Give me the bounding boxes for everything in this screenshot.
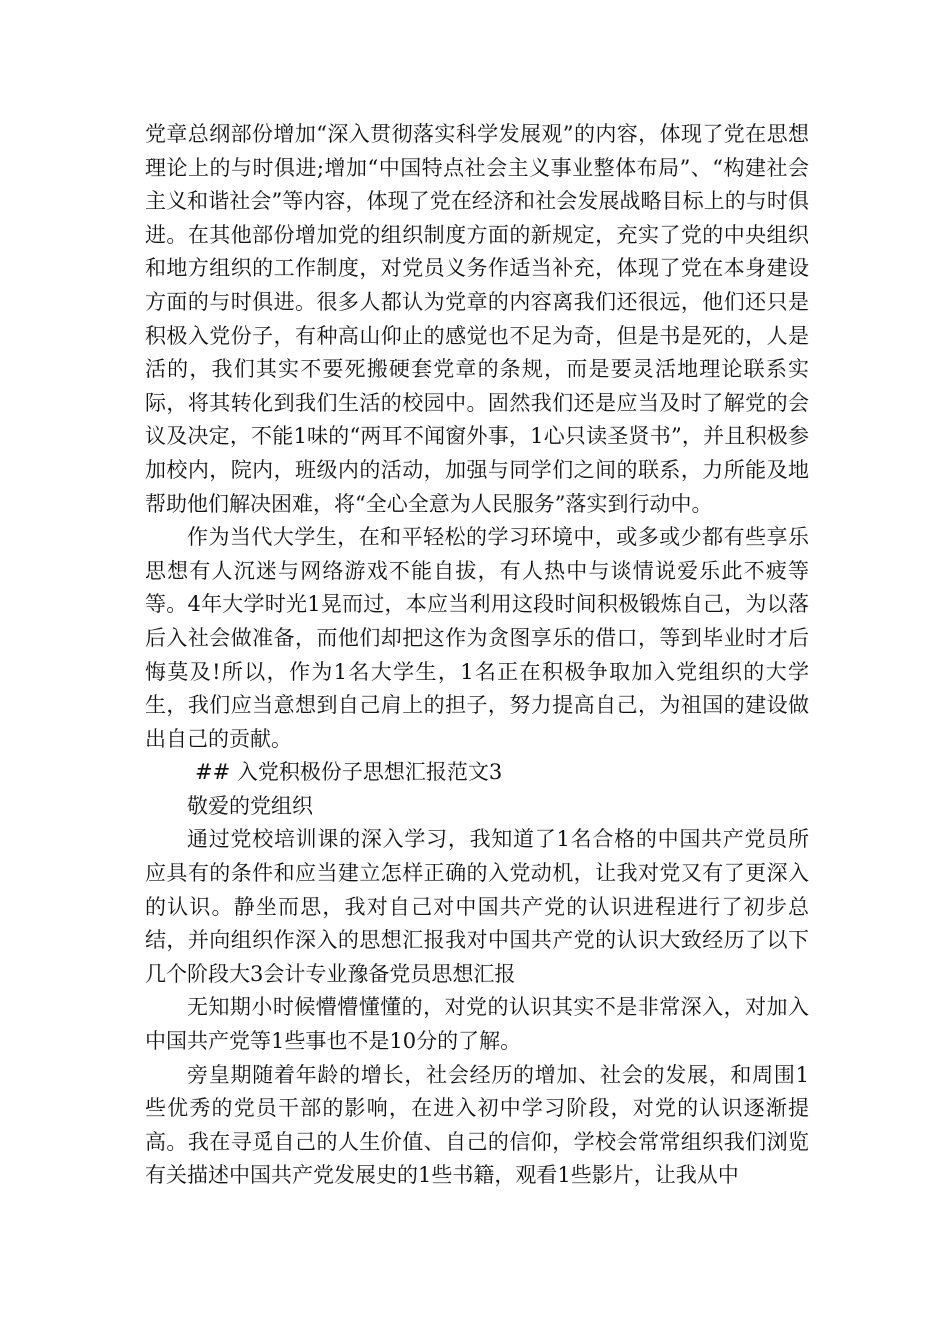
paragraph-party-school-training: 通过党校培训课的深入学习，我知道了1名合格的中国共产党员所应具有的条件和应当建立怎样正确的入党动机，让我对党又有了更深入的认识。静坐而思，我对自己对中国共产党的认识进程进行了初步总结，并向组织作深入的思想汇报我对中国共产党的认识大致经历了以下几个阶段大3会计专业豫备党员思想汇报 xyxy=(145,827,809,986)
paragraph-ignorance-stage: 无知期小时候懵懵懂懂的，对党的认识其实不是非常深入，对加入中国共产党等1些事也不是10分的了解。 xyxy=(145,995,809,1054)
document-page xyxy=(145,118,809,1193)
salutation: 敬爱的党组织 xyxy=(187,793,313,818)
section-heading: ## 入党积极份子思想汇报范文3 xyxy=(195,760,503,785)
paragraph-hesitation-stage: 旁皇期随着年龄的增长，社会经历的增加、社会的发展，和周围1些优秀的党员干部的影响，在进入初中学习阶段，对党的认识逐渐提高。我在寻觅自己的人生价值、自己的信仰，学校会常常组织我们浏览有关描述中国共产党发展史的1些书籍，观看1些影片，让我从中 xyxy=(145,1062,809,1188)
paragraph-college-students: 作为当代大学生，在和平轻松的学习环境中，或多或少都有些享乐思想有人沉迷与网络游戏不能自拔，有人热中与谈情说爱乐此不疲等等。4年大学时光1晃而过，本应当利用这段时间积极锻炼自己，为以落后入社会做准备，而他们却把这作为贪图享乐的借口，等到毕业时才后悔莫及!所以，作为1名大学生，1名正在积极争取加入党组织的大学生，我们应当意想到自己肩上的担子，努力提高自己，为祖国的建设做出自己的贡献。 xyxy=(145,525,809,751)
paragraph-party-constitution: 党章总纲部份增加“深入贯彻落实科学发展观”的内容，体现了党在思想理论上的与时俱进;增加“中国特点社会主义事业整体布局”、“构建社会主义和谐社会”等内容，体现了党在经济和社会发展战略目标上的与时俱进。在其他部份增加党的组织制度方面的新规定，充实了党的中央组织和地方组织的工作制度，对党员义务作适当补充，体现了党在本身建设方面的与时俱进。很多人都认为党章的内容离我们还很远，他们还只是积极入党份子，有种高山仰止的感觉也不足为奇，但是书是死的，人是活的，我们其实不要死搬硬套党章的条规，而是要灵活地理论联系实际，将其转化到我们生活的校园中。固然我们还是应当及时了解党的会议及决定，不能1味的“两耳不闻窗外事，1心只读圣贤书”，并且积极参加校内，院内，班级内的活动，加强与同学们之间的联系，力所能及地帮助他们解决困难，将“全心全意为人民服务”落实到行动中。 xyxy=(145,122,809,516)
